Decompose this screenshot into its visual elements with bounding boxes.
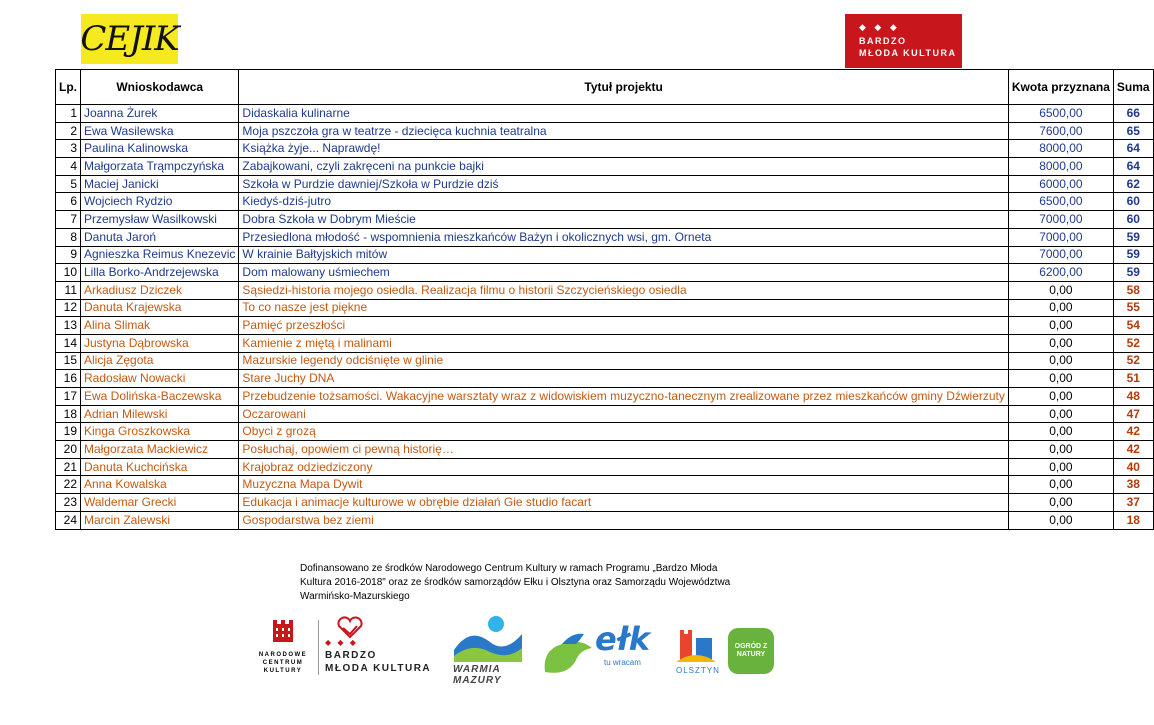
table-row [56, 476, 1154, 494]
row-sum: 62 [1113, 175, 1153, 193]
row-sum: 37 [1113, 494, 1153, 512]
row-lp: 11 [56, 281, 81, 299]
warmia-mazury-logo [445, 612, 530, 690]
table-row [56, 494, 1154, 512]
table-row [56, 458, 1154, 476]
col-lp: Lp. [56, 70, 81, 105]
row-amount: 0,00 [1008, 441, 1113, 459]
row-applicant: Agnieszka Reimus Knezevic [81, 246, 239, 264]
row-sum: 38 [1113, 476, 1153, 494]
row-title: Muzyczna Mapa Dywit [239, 476, 1008, 494]
table-row [56, 388, 1154, 406]
row-applicant: Wojciech Rydzio [81, 193, 239, 211]
nck-logo [253, 618, 313, 680]
row-lp: 6 [56, 193, 81, 211]
row-title: Gospodarstwa bez ziemi [239, 511, 1008, 529]
table-row [56, 175, 1154, 193]
row-amount: 0,00 [1008, 458, 1113, 476]
row-title: Sąsiedzi-historia mojego osiedla. Realizacja filmu o historii Szczycieńskiego osiedla [239, 281, 1008, 299]
row-lp: 8 [56, 228, 81, 246]
row-lp: 21 [56, 458, 81, 476]
row-amount: 8000,00 [1008, 140, 1113, 158]
bmk-line2: MŁODA KULTURA [325, 663, 432, 674]
row-sum: 18 [1113, 511, 1153, 529]
bmk-line1: BARDZO [325, 650, 377, 661]
olsztyn-text: OLSZTYN [676, 666, 720, 675]
row-sum: 54 [1113, 317, 1153, 335]
row-title: Pamięć przeszłości [239, 317, 1008, 335]
row-sum: 42 [1113, 423, 1153, 441]
logo-dots: ◆ ◆ ◆ [859, 22, 900, 32]
row-amount: 7000,00 [1008, 211, 1113, 229]
row-applicant: Waldemar Grecki [81, 494, 239, 512]
col-applicant: Wnioskodawca [81, 70, 239, 105]
row-amount: 7000,00 [1008, 228, 1113, 246]
row-lp: 13 [56, 317, 81, 335]
row-applicant: Małgorzata Trąmpczyńska [81, 158, 239, 176]
row-lp: 1 [56, 105, 81, 123]
row-applicant: Justyna Dąbrowska [81, 334, 239, 352]
col-amount: Kwota przyznana [1008, 70, 1113, 105]
row-sum: 55 [1113, 299, 1153, 317]
row-amount: 0,00 [1008, 317, 1113, 335]
table-row [56, 334, 1154, 352]
warmia-line1: WARMIA [453, 664, 501, 675]
row-applicant: Alina Slimak [81, 317, 239, 335]
cejik-logo-text: CEJIK [80, 19, 179, 59]
table-row [56, 299, 1154, 317]
row-title: W krainie Bałtyjskich mitów [239, 246, 1008, 264]
row-amount: 0,00 [1008, 423, 1113, 441]
row-applicant: Paulina Kalinowska [81, 140, 239, 158]
row-amount: 0,00 [1008, 494, 1113, 512]
row-amount: 8000,00 [1008, 158, 1113, 176]
table-row [56, 122, 1154, 140]
table-row [56, 423, 1154, 441]
table-row [56, 158, 1154, 176]
row-title: Stare Juchy DNA [239, 370, 1008, 388]
row-amount: 0,00 [1008, 299, 1113, 317]
table-row [56, 246, 1154, 264]
row-sum: 59 [1113, 264, 1153, 282]
row-amount: 0,00 [1008, 334, 1113, 352]
row-applicant: Anna Kowalska [81, 476, 239, 494]
row-applicant: Marcin Zalewski [81, 511, 239, 529]
elk-word: ełk [595, 620, 650, 658]
col-title: Tytuł projektu [239, 70, 1008, 105]
row-applicant: Przemysław Wasilkowski [81, 211, 239, 229]
row-lp: 7 [56, 211, 81, 229]
row-amount: 0,00 [1008, 511, 1113, 529]
row-title: Kamienie z miętą i malinami [239, 334, 1008, 352]
table-row [56, 441, 1154, 459]
row-applicant: Danuta Kuchcińska [81, 458, 239, 476]
row-title: Dom malowany uśmiechem [239, 264, 1008, 282]
logo-line2: MŁODA KULTURA [859, 48, 957, 58]
row-applicant: Danuta Krajewska [81, 299, 239, 317]
row-applicant: Małgorzata Mackiewicz [81, 441, 239, 459]
row-title: Posłuchaj, opowiem ci pewną historię… [239, 441, 1008, 459]
row-lp: 18 [56, 405, 81, 423]
row-amount: 0,00 [1008, 405, 1113, 423]
row-sum: 60 [1113, 211, 1153, 229]
row-title: Edukacja i animacje kulturowe w obrębie działań Gie studio facart [239, 494, 1008, 512]
ogrod-z-natury-logo [728, 628, 774, 674]
elk-sub: tu wracam [604, 658, 641, 667]
table-row [56, 317, 1154, 335]
row-lp: 16 [56, 370, 81, 388]
row-applicant: Ewa Dolińska-Baczewska [81, 388, 239, 406]
table-row [56, 370, 1154, 388]
table-row [56, 352, 1154, 370]
logo-divider [318, 620, 319, 675]
row-lp: 4 [56, 158, 81, 176]
heart-icon [337, 618, 363, 638]
warmia-line2: MAZURY [453, 675, 502, 686]
col-sum: Suma [1113, 70, 1153, 105]
row-amount: 0,00 [1008, 352, 1113, 370]
row-lp: 12 [56, 299, 81, 317]
row-applicant: Radosław Nowacki [81, 370, 239, 388]
row-title: Przesiedlona młodość - wspomnienia mieszkańców Bażyn i okolicznych wsi, gm. Orneta [239, 228, 1008, 246]
row-title: Szkoła w Purdzie dawniej/Szkoła w Purdzie dziś [239, 175, 1008, 193]
row-lp: 17 [56, 388, 81, 406]
row-lp: 20 [56, 441, 81, 459]
row-applicant: Danuta Jaroń [81, 228, 239, 246]
warmia-text [453, 664, 502, 686]
row-sum: 59 [1113, 246, 1153, 264]
bardzo-mloda-kultura-logo [845, 14, 962, 68]
bird-icon [540, 630, 595, 678]
row-title: Didaskalia kulinarne [239, 105, 1008, 123]
row-sum: 59 [1113, 228, 1153, 246]
table-row [56, 264, 1154, 282]
nck-text: NARODOWE CENTRUM KULTURY [258, 652, 308, 674]
row-title: Przebudzenie tożsamości. Wakacyjne warsztaty wraz z widowiskiem muzyczno-tanecznym zrealizowane przez mieszkańców gminy Dźwierzuty [239, 388, 1008, 406]
row-amount: 6200,00 [1008, 264, 1113, 282]
row-title: Kiedyś-dziś-jutro [239, 193, 1008, 211]
table-row [56, 228, 1154, 246]
row-sum: 64 [1113, 140, 1153, 158]
row-amount: 7600,00 [1008, 122, 1113, 140]
row-sum: 51 [1113, 370, 1153, 388]
castle-gate-icon [676, 628, 716, 664]
row-applicant: Kinga Groszkowska [81, 423, 239, 441]
row-lp: 15 [56, 352, 81, 370]
row-lp: 23 [56, 494, 81, 512]
castle-icon [271, 618, 295, 642]
row-title: Oczarowani [239, 405, 1008, 423]
bmk-footer-logo [325, 618, 435, 680]
row-sum: 42 [1113, 441, 1153, 459]
row-amount: 6500,00 [1008, 105, 1113, 123]
table-row [56, 140, 1154, 158]
row-amount: 0,00 [1008, 281, 1113, 299]
logo-line1: BARDZO [859, 36, 907, 46]
row-applicant: Ewa Wasilewska [81, 122, 239, 140]
row-sum: 58 [1113, 281, 1153, 299]
row-lp: 9 [56, 246, 81, 264]
row-sum: 47 [1113, 405, 1153, 423]
row-amount: 7000,00 [1008, 246, 1113, 264]
results-table [55, 69, 1154, 530]
row-sum: 48 [1113, 388, 1153, 406]
row-applicant: Adrian Milewski [81, 405, 239, 423]
row-lp: 22 [56, 476, 81, 494]
row-title: Krajobraz odziedziczony [239, 458, 1008, 476]
funding-note: Dofinansowano ze środków Narodowego Centrum Kultury w ramach Programu „Bardzo Młoda Kultura 2016-2018" oraz ze środków samorządów Ełku i Olsztyna oraz Samorządu Województwa Warmińsko-Mazurskiego [300, 563, 731, 602]
row-lp: 5 [56, 175, 81, 193]
wave-icon [450, 612, 525, 662]
row-title: Dobra Szkoła w Dobrym Mieście [239, 211, 1008, 229]
row-amount: 6500,00 [1008, 193, 1113, 211]
row-lp: 24 [56, 511, 81, 529]
row-sum: 66 [1113, 105, 1153, 123]
row-sum: 52 [1113, 352, 1153, 370]
cejik-logo [81, 14, 178, 64]
row-applicant: Lilla Borko-Andrzejewska [81, 264, 239, 282]
row-applicant: Maciej Janicki [81, 175, 239, 193]
row-title: Obyci z grozą [239, 423, 1008, 441]
row-title: Moja pszczoła gra w teatrze - dziecięca kuchnia teatralna [239, 122, 1008, 140]
row-amount: 0,00 [1008, 370, 1113, 388]
table-row [56, 511, 1154, 529]
row-lp: 19 [56, 423, 81, 441]
row-title: To co nasze jest piękne [239, 299, 1008, 317]
table-row [56, 211, 1154, 229]
row-sum: 52 [1113, 334, 1153, 352]
row-sum: 40 [1113, 458, 1153, 476]
row-applicant: Joanna Żurek [81, 105, 239, 123]
row-title: Książka żyje... Naprawdę! [239, 140, 1008, 158]
row-sum: 60 [1113, 193, 1153, 211]
row-sum: 65 [1113, 122, 1153, 140]
row-lp: 14 [56, 334, 81, 352]
row-applicant: Arkadiusz Dziczek [81, 281, 239, 299]
row-title: Zabajkowani, czyli zakręceni na punkcie bajki [239, 158, 1008, 176]
table-row [56, 281, 1154, 299]
table-row [56, 405, 1154, 423]
row-amount: 6000,00 [1008, 175, 1113, 193]
row-applicant: Alicja Zęgota [81, 352, 239, 370]
elk-logo [540, 618, 650, 678]
row-title: Mazurskie legendy odciśnięte w glinie [239, 352, 1008, 370]
row-lp: 10 [56, 264, 81, 282]
row-amount: 0,00 [1008, 388, 1113, 406]
ogrod-text: OGRÓD Z NATURY [734, 643, 768, 658]
row-lp: 2 [56, 122, 81, 140]
bmk-dots: ◆ ◆ ◆ [325, 638, 358, 647]
table-row [56, 193, 1154, 211]
row-amount: 0,00 [1008, 476, 1113, 494]
olsztyn-logo [676, 628, 724, 678]
table-header-row [56, 70, 1154, 105]
row-lp: 3 [56, 140, 81, 158]
table-row [56, 105, 1154, 123]
row-sum: 64 [1113, 158, 1153, 176]
table-body [56, 105, 1154, 530]
